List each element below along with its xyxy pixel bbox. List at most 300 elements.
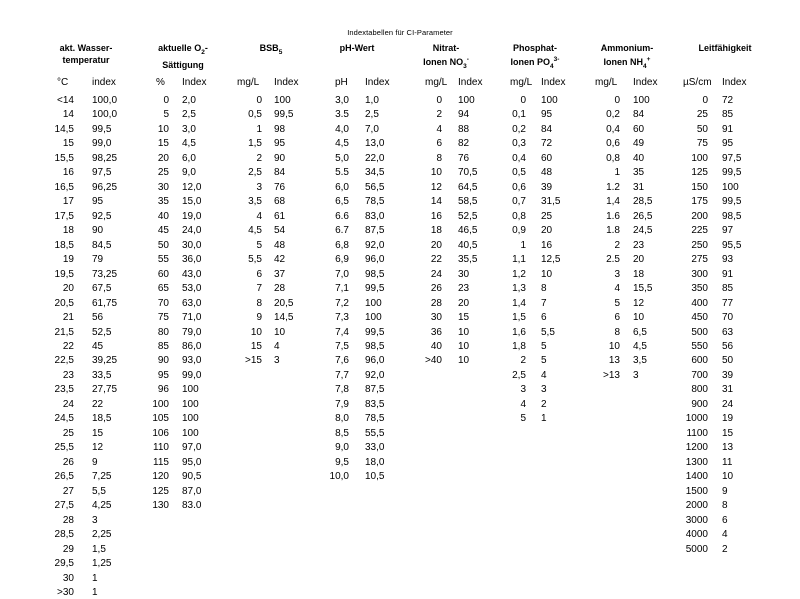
table-cell-index: 71,0 xyxy=(182,312,202,324)
table-cell-value: 110 xyxy=(153,442,169,454)
table-cell-value: 0 xyxy=(702,95,708,106)
table-cell-index: 9 xyxy=(92,456,98,468)
table-cell-value: 15 xyxy=(250,340,262,352)
table-cell-index: 27,75 xyxy=(92,384,118,396)
table-cell-index: 56,5 xyxy=(365,181,385,193)
table-cell-index: 98,5 xyxy=(722,210,742,222)
table-cell-index: 18,5 xyxy=(92,413,112,425)
table-cell-index: 54 xyxy=(274,225,286,237)
table-cell-index: 22,0 xyxy=(365,152,385,164)
page-title: Indextabellen für CI-Parameter xyxy=(347,28,453,37)
table-cell-value: 5 xyxy=(614,297,620,309)
table-cell-index: 7,25 xyxy=(92,471,112,483)
table-cell-value: 25 xyxy=(696,109,708,121)
table-cell-index: 23 xyxy=(458,283,470,295)
table-cell-index: 13,0 xyxy=(365,138,385,150)
table-cell-value: 500 xyxy=(691,326,708,338)
table-cell-value: 7,2 xyxy=(335,297,349,309)
table-cell-value: 0,6 xyxy=(606,138,620,150)
table-cell-value: 80 xyxy=(157,326,169,338)
table-cell-index: 15,5 xyxy=(633,283,653,295)
table-cell-value: 6 xyxy=(256,268,262,280)
table-cell-index: 39,25 xyxy=(92,355,118,367)
table-cell-index: 87,0 xyxy=(182,485,202,497)
column-unit-label: mg/L xyxy=(510,77,533,88)
table-cell-index: 56 xyxy=(92,312,104,324)
table-cell-index: 96,25 xyxy=(92,181,118,193)
table-cell-value: 30 xyxy=(430,312,442,324)
table-cell-index: 100 xyxy=(722,181,739,193)
table-cell-index: 99,5 xyxy=(722,167,742,179)
table-cell-index: 76 xyxy=(274,181,286,193)
table-cell-index: 2 xyxy=(541,398,547,410)
table-cell-value: 0,2 xyxy=(606,109,620,121)
table-cell-value: 100 xyxy=(691,152,708,164)
table-cell-value: 0 xyxy=(614,95,620,106)
table-cell-value: 120 xyxy=(152,471,169,483)
table-cell-index: 3,5 xyxy=(633,355,647,367)
table-cell-value: 3 xyxy=(614,268,620,280)
table-cell-value: 200 xyxy=(691,210,708,222)
table-cell-index: 10 xyxy=(633,312,645,324)
table-cell-value: 6 xyxy=(614,312,620,324)
table-cell-value: 1.2 xyxy=(606,181,620,193)
table-header: Phosphat- Ionen $PO_4^{3-}$ xyxy=(510,43,560,70)
table-cell-index: 7 xyxy=(541,297,547,309)
table-cell-index: 25 xyxy=(541,210,553,222)
table-cell-index: 97,5 xyxy=(92,167,112,179)
table-cell-value: 350 xyxy=(691,283,708,295)
table-cell-index: 99,5 xyxy=(365,326,385,338)
table-cell-value: 27 xyxy=(62,485,74,497)
table-cell-value: 4,5 xyxy=(248,225,262,237)
column-index-label: index xyxy=(92,77,116,88)
table-cell-index: 4,5 xyxy=(633,340,647,352)
table-cell-index: 30 xyxy=(458,268,470,280)
table-cell-index: 3,0 xyxy=(182,123,196,135)
column-unit-label: mg/L xyxy=(237,77,260,88)
table-cell-index: 1 xyxy=(92,572,98,584)
table-cell-value: 7,6 xyxy=(335,355,349,367)
table-cell-index: 24 xyxy=(722,398,734,410)
table-cell-index: 2,5 xyxy=(365,109,379,121)
table-header: aktuelle $O_2-$ Sättigung xyxy=(158,43,208,70)
table-cell-value: 50 xyxy=(157,239,169,251)
table-cell-index: 10,5 xyxy=(365,471,385,483)
table-cell-value: 1300 xyxy=(685,456,708,468)
table-cell-index: 50 xyxy=(722,355,734,367)
table-cell-value: 800 xyxy=(691,384,708,396)
table-cell-index: 12 xyxy=(92,442,104,454)
table-cell-value: 6,8 xyxy=(335,239,349,251)
table-cell-value: 26,5 xyxy=(54,471,74,483)
table-cell-index: 2,25 xyxy=(92,529,112,541)
table-cell-index: 2,5 xyxy=(182,109,196,121)
table-cell-index: 100 xyxy=(182,427,199,439)
table-cell-value: 7,3 xyxy=(335,312,349,324)
table-cell-index: 100 xyxy=(633,95,650,106)
table-cell-value: 21 xyxy=(62,312,74,324)
table-cell-value: 0,9 xyxy=(512,225,526,237)
table-cell-index: 52,5 xyxy=(92,326,112,338)
table-cell-value: 2.5 xyxy=(606,254,620,266)
column-unit-label: µS/cm xyxy=(683,77,712,88)
table-cell-index: 12,0 xyxy=(182,181,202,193)
table-cell-value: 24 xyxy=(62,398,74,410)
table-cell-index: 100 xyxy=(541,95,558,106)
table-cell-index: 11 xyxy=(722,456,733,468)
table-cell-index: 15,0 xyxy=(182,196,202,208)
table-cell-value: >13 xyxy=(603,369,620,381)
table-cell-index: 64,5 xyxy=(458,181,478,193)
table-cell-value: 6,0 xyxy=(335,181,349,193)
table-cell-value: 6,5 xyxy=(335,196,349,208)
table-cell-value: 1,5 xyxy=(248,138,262,150)
table-cell-index: 12,5 xyxy=(541,254,561,266)
table-cell-index: 58,5 xyxy=(458,196,478,208)
table-cell-value: 17,5 xyxy=(54,210,74,222)
table-cell-value: 35 xyxy=(157,196,169,208)
table-cell-index: 95 xyxy=(722,138,734,150)
table-cell-value: 1,2 xyxy=(512,268,526,280)
table-cell-value: 9,0 xyxy=(335,442,349,454)
table-cell-value: 0,7 xyxy=(512,196,526,208)
table-cell-value: 275 xyxy=(691,254,708,266)
table-cell-index: 95,5 xyxy=(722,239,742,251)
table-cell-value: 29,5 xyxy=(54,558,74,570)
table-cell-index: 92,0 xyxy=(365,369,385,381)
table-cell-value: 3,5 xyxy=(248,196,262,208)
table-cell-index: 73,25 xyxy=(92,268,118,280)
table-cell-index: 4 xyxy=(541,369,547,381)
table-cell-index: 70 xyxy=(722,312,734,324)
table-cell-value: 8,0 xyxy=(335,413,349,425)
table-cell-index: 100 xyxy=(458,95,475,106)
table-cell-index: 90,5 xyxy=(182,471,202,483)
table-cell-value: 22,5 xyxy=(54,355,74,367)
table-cell-value: 1.6 xyxy=(606,210,620,222)
table-cell-index: 4,25 xyxy=(92,500,112,512)
table-cell-index: 100 xyxy=(182,398,199,410)
table-cell-index: 60 xyxy=(633,123,645,135)
table-header: akt. Wasser- temperatur xyxy=(59,43,113,65)
column-index-label: Index xyxy=(365,77,390,88)
table-cell-value: 225 xyxy=(691,225,708,237)
table-cell-index: 49 xyxy=(633,138,645,150)
table-cell-value: 17 xyxy=(62,196,74,208)
table-cell-value: 45 xyxy=(157,225,169,237)
table-header: Ammonium- Ionen $NH_4^+$ xyxy=(600,43,654,70)
table-cell-index: 56 xyxy=(722,340,734,352)
table-cell-value: 105 xyxy=(152,413,169,425)
table-cell-value: 85 xyxy=(157,340,169,352)
table-cell-value: 2,5 xyxy=(248,167,262,179)
table-cell-value: 6,9 xyxy=(335,254,349,266)
table-cell-index: 67,5 xyxy=(92,283,112,295)
table-cell-index: 40,5 xyxy=(458,239,478,251)
table-cell-value: 25 xyxy=(157,167,169,179)
table-cell-index: 39 xyxy=(722,369,734,381)
table-cell-index: 13 xyxy=(722,442,734,454)
table-cell-index: 79,0 xyxy=(182,326,202,338)
table-cell-index: 92,0 xyxy=(365,239,385,251)
table-cell-index: 98,25 xyxy=(92,152,118,164)
table-cell-value: 1100 xyxy=(686,427,708,439)
table-cell-value: 1,1 xyxy=(512,254,526,266)
table-cell-value: 55 xyxy=(157,254,169,266)
table-cell-index: 20 xyxy=(541,225,553,237)
table-cell-index: 93,0 xyxy=(182,355,202,367)
table-cell-value: 20 xyxy=(157,152,169,164)
table-cell-value: 8 xyxy=(436,152,442,164)
table-cell-index: 100 xyxy=(182,413,199,425)
table-cell-index: 100,0 xyxy=(92,95,118,106)
table-cell-value: 1,5 xyxy=(512,312,526,324)
table-cell-index: 98 xyxy=(274,123,286,135)
table-cell-value: 10 xyxy=(157,123,169,135)
table-cell-value: 96 xyxy=(157,384,169,396)
table-cell-index: 15 xyxy=(92,427,104,439)
table-cell-index: 95 xyxy=(92,196,104,208)
table-cell-value: 3.5 xyxy=(335,109,349,121)
table-cell-index: 20,5 xyxy=(274,297,294,309)
table-cell-value: 15 xyxy=(157,138,169,150)
table-cell-index: 12 xyxy=(633,297,645,309)
table-cell-index: 86,0 xyxy=(182,340,202,352)
table-cell-index: 10 xyxy=(541,268,553,280)
table-cell-value: 12 xyxy=(430,181,442,193)
table-cell-index: 88 xyxy=(458,123,470,135)
table-cell-value: 15 xyxy=(62,138,74,150)
table-cell-value: 5000 xyxy=(685,543,708,555)
table-cell-index: 100 xyxy=(182,384,199,396)
table-cell-index: 8 xyxy=(541,283,547,295)
table-cell-value: 250 xyxy=(691,239,708,251)
table-cell-value: 7,9 xyxy=(335,398,349,410)
column-index-label: Index xyxy=(274,77,299,88)
table-cell-value: 3 xyxy=(256,181,262,193)
table-cell-index: 100 xyxy=(274,95,291,106)
table-cell-index: 5,5 xyxy=(92,485,106,497)
table-cell-index: 3 xyxy=(633,369,639,381)
table-cell-index: 4 xyxy=(274,340,280,352)
table-cell-index: 2 xyxy=(722,543,728,555)
table-cell-value: 1 xyxy=(256,123,262,135)
table-cell-index: 28 xyxy=(274,283,286,295)
table-cell-index: 24,0 xyxy=(182,225,202,237)
table-cell-value: 15,5 xyxy=(54,152,74,164)
table-cell-value: 14 xyxy=(62,109,74,121)
table-cell-value: 1,8 xyxy=(512,340,526,352)
table-cell-value: 9 xyxy=(256,312,262,324)
table-cell-value: 6 xyxy=(436,138,442,150)
table-cell-value: 6.6 xyxy=(335,210,349,222)
table-cell-value: 0,5 xyxy=(248,109,262,121)
table-cell-value: >40 xyxy=(425,355,442,367)
table-cell-index: 5 xyxy=(541,355,547,367)
table-cell-value: 75 xyxy=(157,312,169,324)
table-cell-value: >30 xyxy=(57,586,74,598)
table-cell-value: 1,6 xyxy=(512,326,526,338)
table-cell-value: 1200 xyxy=(685,442,708,454)
table-cell-index: 84 xyxy=(274,167,286,179)
table-cell-index: 14,5 xyxy=(274,312,294,324)
table-cell-index: 99,5 xyxy=(274,109,294,121)
table-cell-index: 4 xyxy=(722,529,728,541)
table-cell-index: 83.0 xyxy=(182,500,202,512)
table-cell-index: 85 xyxy=(722,283,734,295)
table-cell-index: 53,0 xyxy=(182,283,202,295)
table-cell-index: 52,5 xyxy=(458,210,478,222)
table-cell-value: 65 xyxy=(157,283,169,295)
table-cell-index: 18,0 xyxy=(365,456,385,468)
table-cell-value: 16 xyxy=(62,167,74,179)
table-cell-index: 60 xyxy=(541,152,553,164)
table-cell-index: 9,0 xyxy=(182,167,196,179)
table-cell-index: 35 xyxy=(633,167,645,179)
table-cell-index: 96,0 xyxy=(365,355,385,367)
table-cell-index: 94 xyxy=(458,109,470,121)
table-cell-index: 1,5 xyxy=(92,543,106,555)
table-cell-value: 14 xyxy=(430,196,442,208)
table-cell-value: 450 xyxy=(691,312,708,324)
table-cell-value: 10,0 xyxy=(329,471,349,483)
table-cell-value: 5 xyxy=(256,239,262,251)
table-cell-index: 15 xyxy=(458,312,470,324)
column-index-label: Index xyxy=(182,77,207,88)
table-cell-index: 31,5 xyxy=(541,196,561,208)
table-cell-index: 79 xyxy=(92,254,104,266)
table-cell-index: 26,5 xyxy=(633,210,653,222)
table-cell-value: 0,5 xyxy=(512,167,526,179)
table-header: Nitrat- Ionen $NO_3^-$ xyxy=(423,43,469,70)
table-cell-index: 100 xyxy=(365,297,382,309)
table-cell-value: 0 xyxy=(256,95,262,106)
table-cell-value: 125 xyxy=(691,167,708,179)
table-cell-index: 97 xyxy=(722,225,734,237)
table-cell-index: 8 xyxy=(722,500,728,512)
table-cell-value: 7,5 xyxy=(335,340,349,352)
table-cell-index: 93 xyxy=(722,254,734,266)
table-cell-value: 25,5 xyxy=(54,442,74,454)
table-cell-value: 4,0 xyxy=(335,123,349,135)
table-cell-index: 33,5 xyxy=(92,369,112,381)
table-cell-value: 2000 xyxy=(685,500,708,512)
table-cell-index: 15 xyxy=(722,427,734,439)
table-cell-index: 34,5 xyxy=(365,167,385,179)
table-cell-value: 21,5 xyxy=(54,326,74,338)
table-cell-index: 87,5 xyxy=(365,384,385,396)
table-cell-value: 90 xyxy=(157,355,169,367)
table-cell-value: 4000 xyxy=(685,529,708,541)
table-cell-value: 18 xyxy=(62,225,74,237)
table-cell-value: 9,5 xyxy=(335,456,349,468)
table-cell-value: 1,4 xyxy=(512,297,526,309)
table-cell-value: 18 xyxy=(430,225,442,237)
table-cell-value: 0,3 xyxy=(512,138,526,150)
table-cell-value: 5 xyxy=(163,109,169,121)
table-cell-value: 36 xyxy=(430,326,442,338)
table-cell-index: 84 xyxy=(633,109,645,121)
table-cell-value: 115 xyxy=(153,456,169,468)
table-cell-index: 84,5 xyxy=(92,239,112,251)
table-cell-value: 106 xyxy=(152,427,169,439)
column-unit-label: % xyxy=(156,77,165,88)
table-cell-value: 24,5 xyxy=(54,413,74,425)
table-cell-value: 6.7 xyxy=(335,225,349,237)
table-cell-value: 13 xyxy=(608,355,620,367)
table-cell-index: 99,0 xyxy=(182,369,202,381)
table-cell-value: 0,1 xyxy=(512,109,526,121)
table-cell-value: 30 xyxy=(62,572,74,584)
table-cell-index: 1,0 xyxy=(365,95,379,106)
table-cell-value: 16,5 xyxy=(54,181,74,193)
table-cell-value: 29 xyxy=(62,543,74,555)
table-cell-index: 82 xyxy=(458,138,470,150)
table-cell-value: 5,5 xyxy=(248,254,262,266)
table-cell-value: 175 xyxy=(691,196,708,208)
table-cell-value: 7,0 xyxy=(335,268,349,280)
table-cell-value: 40 xyxy=(157,210,169,222)
table-cell-value: 60 xyxy=(157,268,169,280)
table-cell-index: 99,0 xyxy=(92,138,112,150)
table-cell-value: 125 xyxy=(152,485,169,497)
table-cell-index: 40 xyxy=(633,152,645,164)
table-cell-value: 1 xyxy=(520,239,526,251)
table-cell-index: 10 xyxy=(458,326,470,338)
table-cell-index: 2,0 xyxy=(182,95,196,106)
table-cell-value: 2 xyxy=(614,239,620,251)
table-cell-value: 2 xyxy=(436,109,442,121)
table-cell-value: 1.8 xyxy=(606,225,620,237)
table-cell-value: 7,1 xyxy=(335,283,349,295)
table-cell-index: 22 xyxy=(92,398,104,410)
column-index-label: Index xyxy=(458,77,483,88)
table-cell-index: 24,5 xyxy=(633,225,653,237)
table-cell-index: 43,0 xyxy=(182,268,202,280)
column-index-label: Index xyxy=(633,77,658,88)
table-cell-value: 0,8 xyxy=(606,152,620,164)
table-cell-index: 96,0 xyxy=(365,254,385,266)
table-cell-index: 98,5 xyxy=(365,340,385,352)
table-cell-value: 8 xyxy=(614,326,620,338)
table-cell-index: 77 xyxy=(722,297,734,309)
table-cell-index: 37 xyxy=(274,268,286,280)
column-index-label: Index xyxy=(541,77,566,88)
table-cell-index: 1 xyxy=(541,413,547,425)
table-cell-index: 84 xyxy=(541,123,553,135)
table-cell-index: 91 xyxy=(722,268,734,280)
table-cell-value: 3 xyxy=(520,384,526,396)
table-cell-index: 6 xyxy=(722,514,728,526)
column-unit-label: mg/L xyxy=(425,77,448,88)
table-cell-index: 99,5 xyxy=(365,283,385,295)
table-cell-index: 83,0 xyxy=(365,210,385,222)
table-cell-index: 91 xyxy=(722,123,734,135)
table-cell-value: 3,0 xyxy=(335,95,349,106)
table-cell-value: 18,5 xyxy=(54,239,74,251)
table-cell-value: 1400 xyxy=(685,471,708,483)
table-cell-value: 10 xyxy=(430,167,442,179)
table-cell-value: 1500 xyxy=(685,485,708,497)
table-cell-index: 97,5 xyxy=(722,152,742,164)
table-cell-index: 20 xyxy=(458,297,470,309)
table-cell-value: 20 xyxy=(62,283,74,295)
table-header: pH-Wert xyxy=(339,43,375,53)
table-cell-index: 10 xyxy=(722,471,734,483)
table-cell-value: 14,5 xyxy=(54,123,74,135)
column-index-label: Index xyxy=(722,77,747,88)
